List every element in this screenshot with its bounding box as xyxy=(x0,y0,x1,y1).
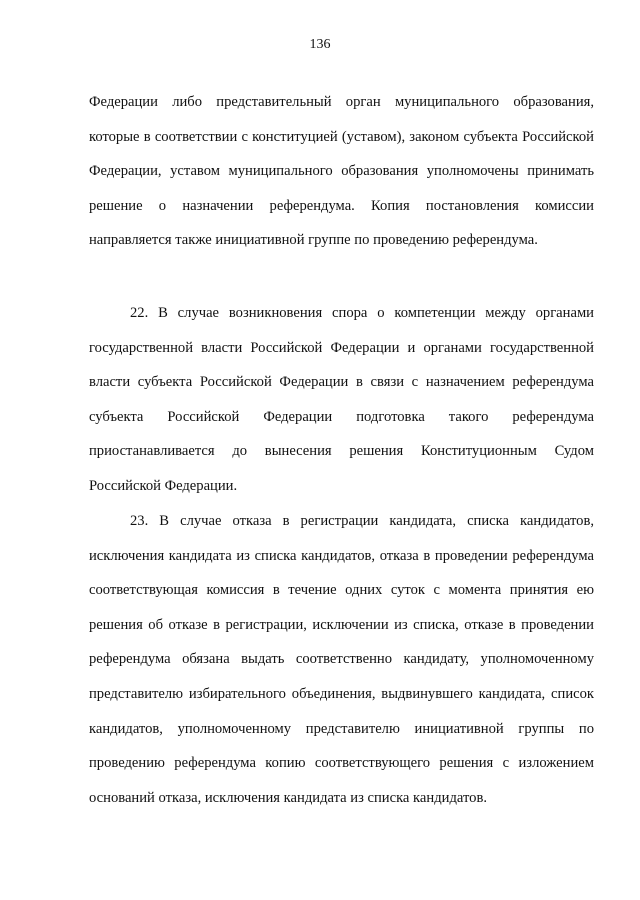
page-number: 136 xyxy=(309,37,331,52)
paragraph-continuation: Федерации либо представительный орган муниципального образования, которые в соответствии с конституцией (уставом), законом субъекта Российской Федерации, уставом муниципального образования уполномочены принимать решение о назначении референдума. Копия постановления комиссии направляется также инициативной группе по проведению референдума. xyxy=(89,94,594,249)
paragraph-22: 22. В случае возникновения спора о компетенции между органами государственной власти Российской Федерации и органами государственной власти субъекта Российской Федерации в связи с назначением референдума субъекта Российской Федерации подготовка такого референдума приостанавливается до вынесения решения Конституционным Судом Российской Федерации. xyxy=(89,305,594,494)
paragraph-23: 23. В случае отказа в регистрации кандидата, списка кандидатов, исключения кандидата из списка кандидатов, отказа в проведении референдума соответствующая комиссия в течение одних суток с момента принятия ею решения об отказе в регистрации, исключении из списка, отказе в проведении референдума обязана выдать соответственно кандидату, уполномоченному представителю избирательного объединения, выдвинувшего кандидата, список кандидатов, уполномоченному представителю инициативной группы по проведению референдума копию соответствующего решения с изложением оснований отказа, исключения кандидата из списка кандидатов. xyxy=(89,513,594,806)
